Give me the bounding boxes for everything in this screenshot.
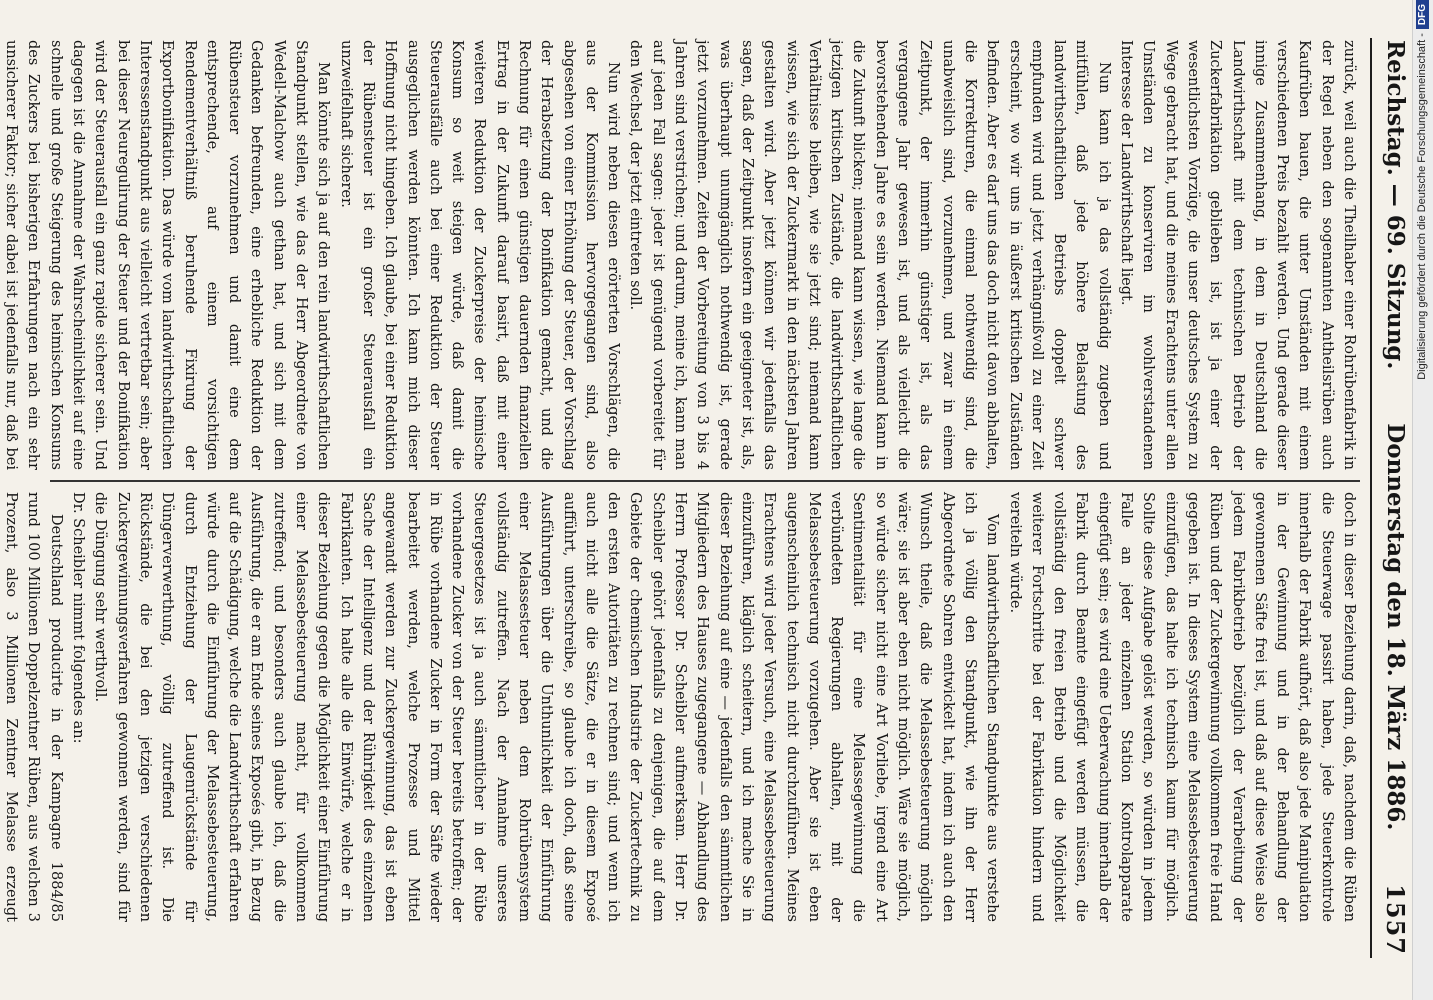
digitization-credit-text: Digitalisierung gefördert durch die Deutsche Forschungsgemeinschaft - bbox=[1416, 33, 1428, 380]
paragraph: Nun kann ich ja das vollständig zugeben und mitfühlen, daß jede höhere Belastung des landwirthschaftlichen Betriebs doppelt schwer empfunden wird und jetzt verhängnißvoll zu einer Zeit erscheint, wo wir uns in äußerst kritischen Zuständen befinden. Aber es darf uns das doch nicht davon abhalten, die Korrekturen, die einmal nothwendig sind, die unabweislich sind, vorzunehmen, und zwar in einem Zeitpunkt, der immerhin günstiger ist, als das vergangene Jahr gewesen ist, und als vielleicht die bevorstehenden Jahre es sein werden. Niemand kann in die Zukunft blicken; niemand kann wissen, wie lange die jetzigen kritischen Zustände, die landwirthschaftlichen Verhältnisse bleiben, wie sie jetzt sind; niemand kann wissen, wie sich der Zuckermarkt in den nächsten Jahren gestalten wird. Aber jetzt können wir jedenfalls das sagen, daß der Zeitpunkt insofern ein geeigneter ist, als, was überhaupt unumgänglich nothwendig ist, gerade jetzt vorzunehmen. Zeiten der Vorbereitung von 3 bis 4 Jahren sind verstrichen; und darum, meine ich, kann man auf jeden Fall sagen: jeder ist genügend vorbereitet für den Wechsel, der jetzt eintreten soll. bbox=[627, 40, 1112, 470]
running-head bbox=[1376, 40, 1416, 955]
column-divider bbox=[50, 480, 1360, 482]
paragraph: Dr. Scheibler nimmt folgendes an: bbox=[70, 492, 87, 744]
dfg-logo: DFG bbox=[1416, 0, 1429, 29]
paragraph: Deutschland producirte in der Kampagne 1884/85 rund 100 Millionen Doppelzentner Rüben, aus welchen 3 Prozent, also 3 Millionen Zentner Melasse erzeugt bbox=[3, 492, 64, 922]
page-number: 1557 bbox=[1381, 884, 1411, 955]
paragraph: zurück, weil auch die Theilhaber einer Rohrübenfabrik in der Regel neben den sogenannten Antheilsrüben auch Kaufrüben bauen, die unter Umständen mit einem verschiedenen Preis bezahlt werden. Und gerade dieser innige Zusammenhang, in dem in Deutschland die Landwirthschaft mit dem technischen Betrieb der Zuckerfabrikation geblieben ist, ist ja einer der wesentlichsten Vorzüge, die unser deutsches System zu Wege gebracht hat, und die meines Erachtens unter allen Umständen zu konserviren im wohlverstandenen Interesse der Landwirthschaft liegt. bbox=[1118, 40, 1357, 470]
paragraph: Nun wird neben diesen erörterten Vorschlägen, die aus der Kommission hervorgegangen sind, also abgesehen von einer Erhöhung der Steuer, der Vorschlag der Herabsetzung der Bonifikation gemacht, und die Rechnung für einen günstigen dauernden finanziellen Ertrag in der Zukunft darauf basirt, daß mit einer weiteren Reduktion der Zuckerpreise der heimische Konsum so weit steigen würde, daß damit die Steuerausfälle auch bei einer Reduktion der Steuer ausgeglichen werden könnten. Ich kann mich dieser Hoffnung nicht hingeben. Ich glaube, bei einer Reduktion der Rübensteuer ist ein großer Steuerausfall ein unzweifelhaft sicherer. bbox=[337, 40, 622, 470]
left-column bbox=[3, 40, 1360, 470]
header-date: Donnerstag den 18. März 1886. bbox=[1382, 423, 1410, 831]
digitization-credit bbox=[1412, 0, 1432, 1000]
right-column bbox=[3, 492, 1360, 922]
paragraph: doch in dieser Beziehung darin, daß, nachdem die Rüben die Steuerwage passirt haben, jede Steuerkontrole innerhalb der Fabrik aufhört, daß also jede Manipulation in der Gewinnung und in der Behandlung der gewonnenen Säfte frei ist, und daß auf diese Weise also jedem Fabrikbetrieb bezüglich der Verarbeitung der Rüben und der Zuckergewinnung vollkommen freie Hand gegeben ist. In dieses System eine Melassebesteuerung einzufügen, das halte ich technisch kaum für möglich. Sollte diese Aufgabe gelöst werden, so würden in jedem Falle an jeder einzelnen Station Kontrolapparate eingefügt sein; es wird eine Ueberwachung innerhalb der Fabrik durch Beamte eingefügt werden müssen, die vollständig den freien Betrieb und die Möglichkeit weiterer Fortschritte bei der Fabrikation hindern und vereiteln würde. bbox=[1006, 492, 1357, 922]
paragraph: Man könnte sich ja auf den rein landwirthschaftlichen Standpunkt stellen, wie das der Herr Abgeordnete von Wedell-Malchow auch gethan hat, und sich mit dem Gedanken befreunden, eine erhebliche Reduktion der Rübensteuer vorzunehmen und damit eine dem entsprechende, auf einem vorsichtigen Rendementverhältniß beruhende Fixirung der Exportbonifikation. Das würde vom landwirthschaftlichen Interessenstandpunkt aus vielleicht vertretbar sein; aber bei dieser Neuregulirung der Steuer und der Bonifikation wird der Steuerausfall ein ganz rapide sicherer sein. Und dagegen ist die Annahme der Wahrscheinlichkeit auf eine schnelle und große Steigerung des heimischen Konsums des Zuckers bei bisherigen Erfahrungen nach ein sehr unsicherer Faktor; sicher dabei ist jedenfalls nur, daß bei bbox=[3, 40, 332, 470]
header-rule bbox=[1370, 38, 1372, 958]
paragraph: Vom landwirthschaftlichen Standpunkte aus verstehe ich ja völlig den Standpunkt, wie ihn der Herr Abgeordnete Sohren entwickelt hat, indem ich auch den Wunsch theile, daß die Melassebesteuerung möglich wäre; sie ist aber eben nicht möglich. Wäre sie möglich, so würde sicher nicht eine Art Vorliebe, irgend eine Art Sentimentalität für eine Melassegewinnung die verbündeten Regierungen abhalten, mit der Melassebesteuerung vorzugehen. Aber sie ist eben augenscheinlich technisch nicht durchzuführen. Meines Erachtens wird jeder Versuch, eine Melassebesteuerung einzuführen, kläglich scheitern, und ich mache Sie in dieser Beziehung auf eine — jedenfalls den sämmtlichen Mitgliedern des Hauses zugegangene — Abhandlung des Herrn Professor Dr. Scheibler aufmerksam. Herr Dr. Scheibler gehört jedenfalls zu denjenigen, die auf dem Gebiete der chemischen Industrie der Zuckertechnik zu den ersten Autoritäten zu rechnen sind; und wenn ich auch nicht alle die Sätze, die er in diesem Exposé aufführt, unterschreibe, so glaube ich doch, daß seine Ausführungen über die Unthunlichkeit der Einführung einer Melassesteuer neben dem Rohrübensystem vollständig zutreffen. Nach der Annahme unseres Steuergesetzes ist ja auch sämmtlicher in der Rübe vorhandene Zucker von der Steuer bereits betroffen; der in Rübe vorhandene Zucker in Form der Säfte wieder bearbeitet werden, welche Prozesse und Mittel angewandt werden zur Zuckergewinnung, das ist eben Sache der Intelligenz und der Rührigkeit des einzelnen Fabrikanten. Ich halte alle die Einwürfe, welche er in dieser Beziehung gegen die Möglichkeit einer Einführung einer Melassebesteuerung macht, für vollkommen zutreffend; und besonders auch glaube ich, daß die Ausführung, die er am Ende seines Exposés gibt, in Bezug auf die Schädigung, welche die Landwirthschaft erfahren würde durch die Einführung der Melassebesteuerung, durch Entziehung der Laugenrückstände für Düngerverwerthung, völlig zutreffend ist. Die Rückstände, die bei den jetzigen verschiedenen Zuckergewinnungsverfahren gewonnen werden, sind für die Düngung sehr werthvoll. bbox=[92, 492, 1001, 922]
header-left: Reichstag. — 69. Sitzung. bbox=[1382, 40, 1410, 370]
